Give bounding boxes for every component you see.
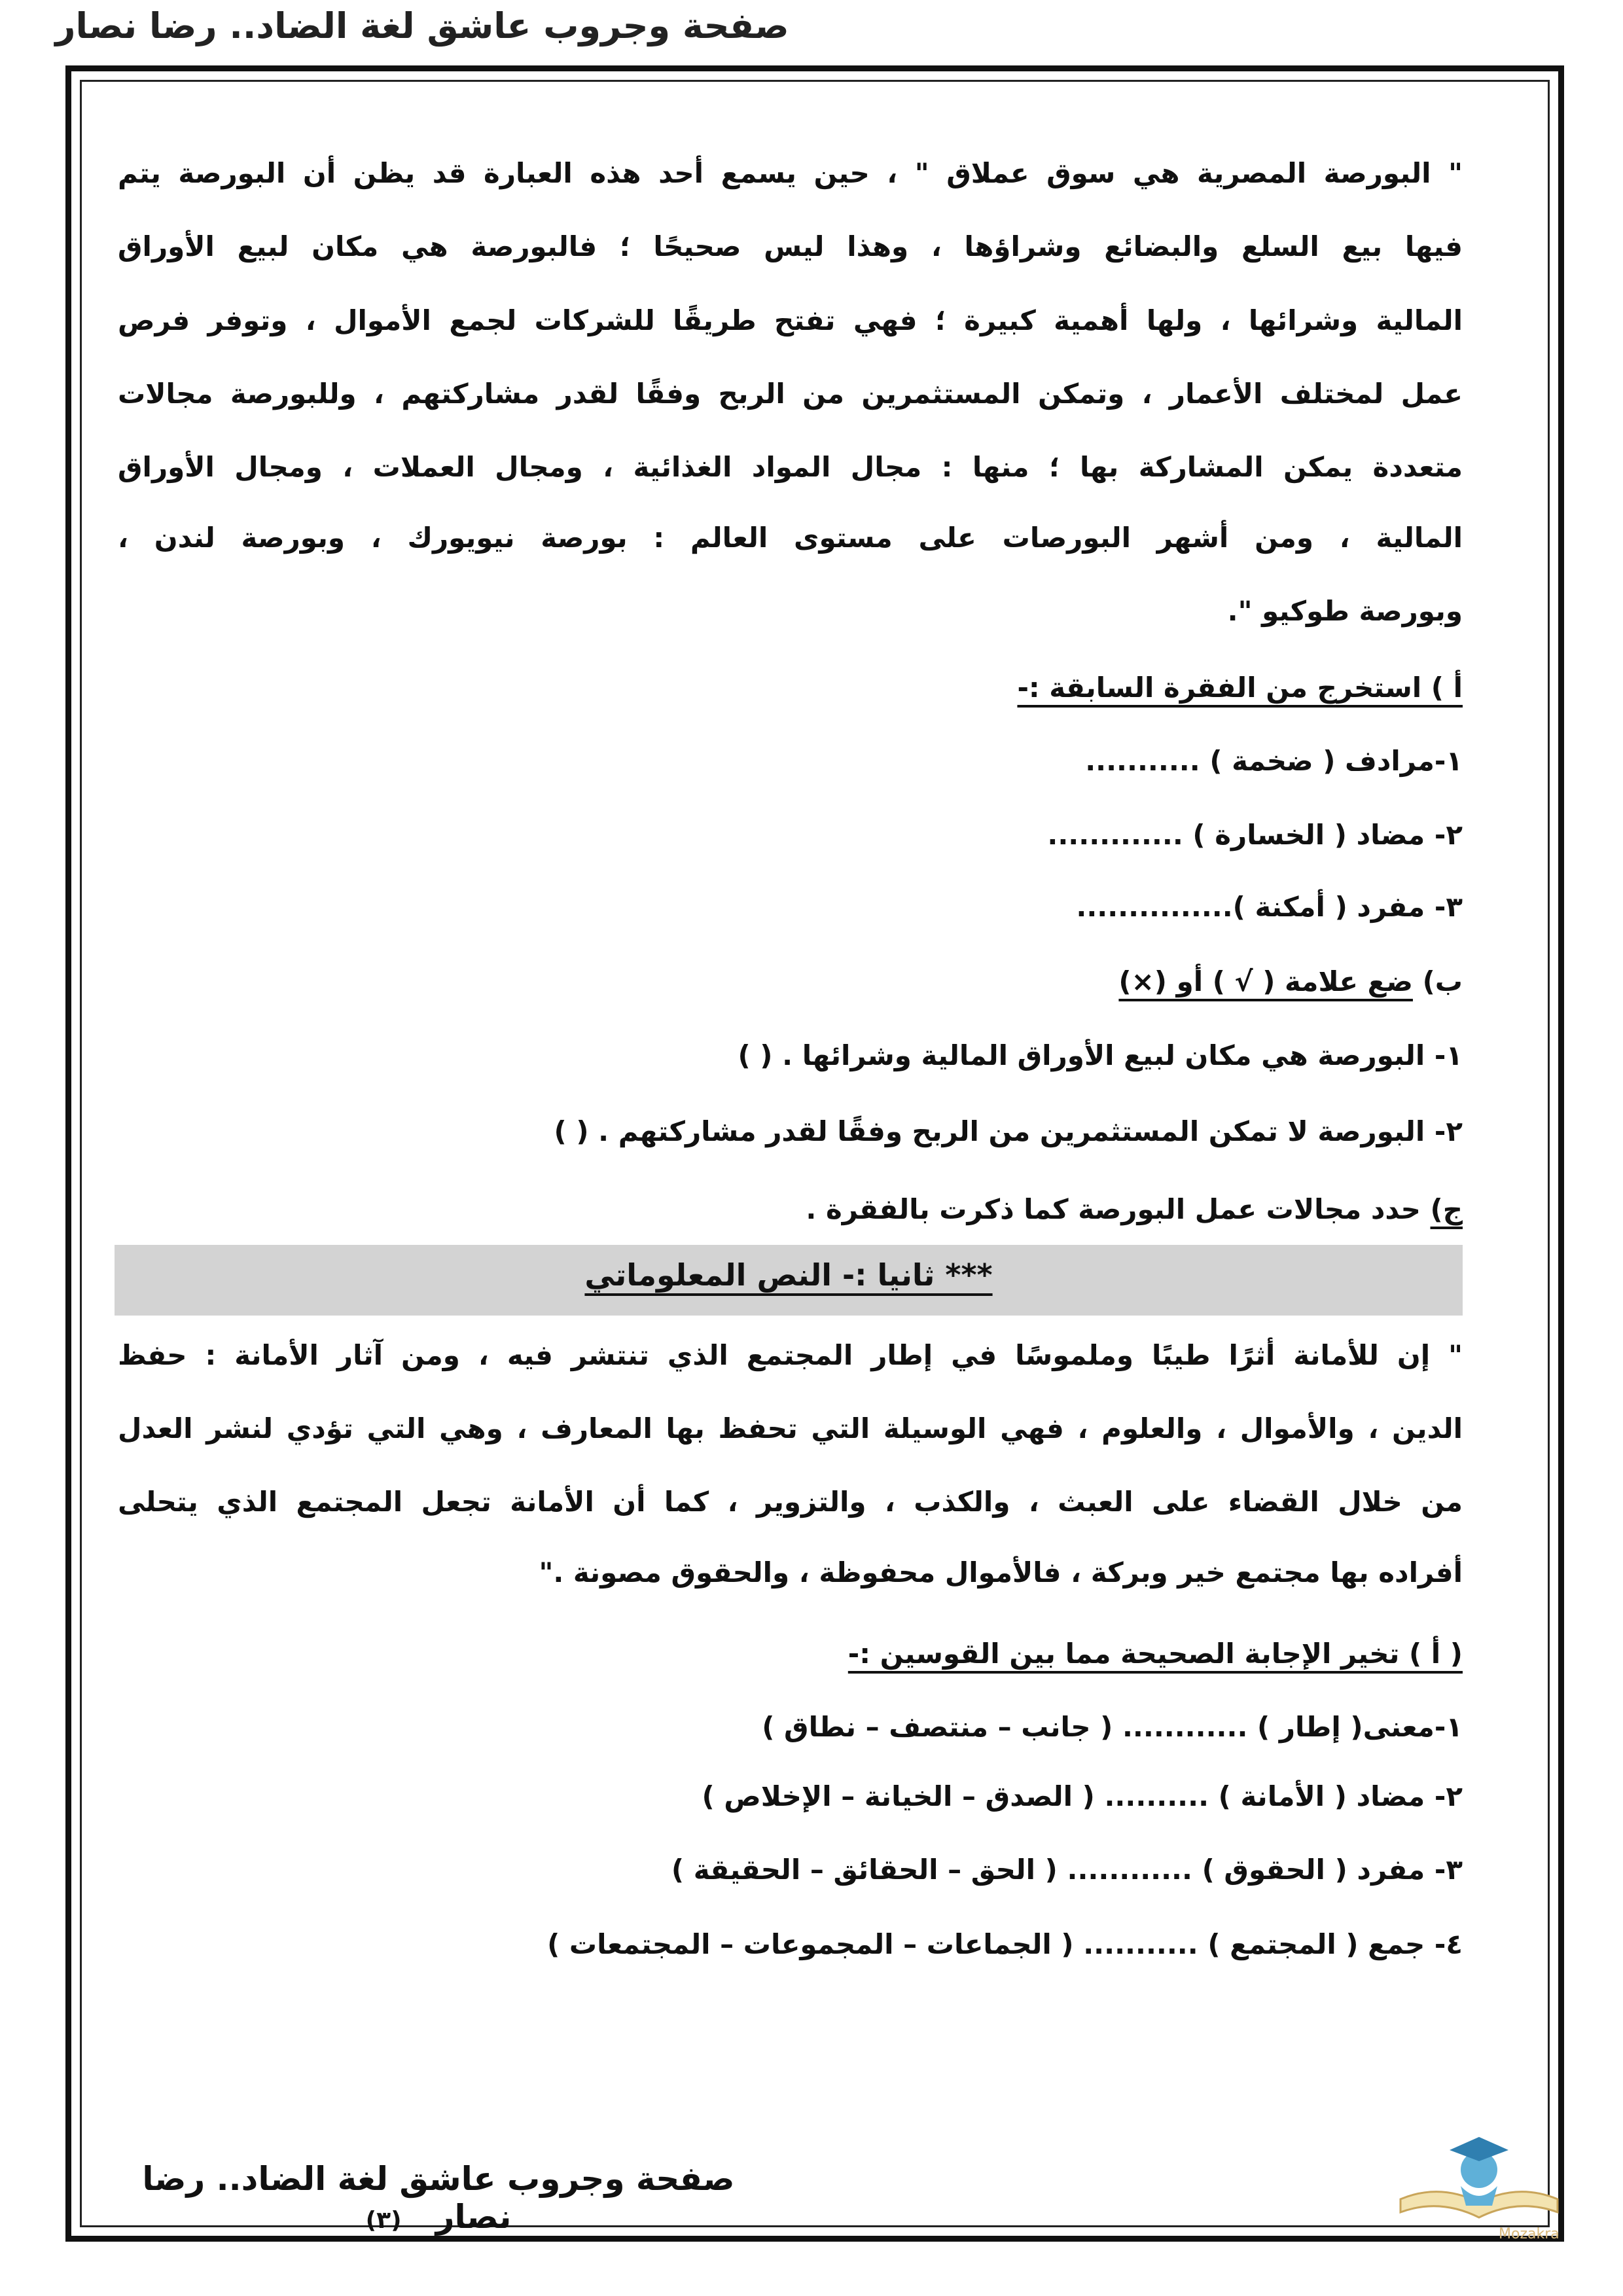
page-header-title: صفحة وجروب عاشق لغة الضاد.. رضا نصار xyxy=(55,5,789,46)
passage-line: المالية وشرائها ، ولها أهمية كبيرة ؛ فهي تفتح طريقًا للشركات لجمع الأموال ، وتوفر فرص xyxy=(118,304,1463,336)
question-b-title xyxy=(118,959,1463,1005)
question-c-prefix: ج) xyxy=(1430,1193,1463,1225)
question-c xyxy=(118,1187,1463,1232)
question-item: ٢- مضاد ( الخسارة ) ............. xyxy=(1047,819,1463,851)
section-2-title-text: *** ثانيا :- النص المعلوماتي xyxy=(584,1257,993,1293)
question-item: ٢- البورصة لا تمكن المستثمرين من الربح وفقًا لقدر مشاركتهم . ( ) xyxy=(554,1115,1463,1147)
passage-line: " البورصة المصرية هي سوق عملاق " ، حين يسمع أحد هذه العبارة قد يظن أن البورصة يتم xyxy=(118,157,1463,189)
passage-line: فيها بيع السلع والبضائع وشراؤها ، وهذا ليس صحيحًا ؛ فالبورصة هي مكان لبيع الأوراق xyxy=(118,230,1463,262)
passage-line: " إن للأمانة أثرًا طيبًا وملموسًا في إطار المجتمع الذي تنتشر فيه ، ومن آثار الأمانة : حفظ xyxy=(118,1339,1463,1371)
question-item: ١-معنى( إطار ) ............ ( جانب – منتصف – نطاق ) xyxy=(762,1711,1463,1743)
question-item: ٢- مضاد ( الأمانة ) .......... ( الصدق – الخيانة – الإخلاص ) xyxy=(702,1780,1463,1812)
question-item: ٤- جمع ( المجتمع ) ........... ( الجماعات – المجموعات – المجتمعات ) xyxy=(547,1928,1463,1960)
question-b-label: ضع علامة ( √ ) أو (×) xyxy=(1118,965,1413,997)
question-b-prefix: ب) xyxy=(1422,965,1463,997)
passage-line: متعددة يمكن المشاركة بها ؛ منها : مجال المواد الغذائية ، ومجال العملات ، ومجال الأوراق xyxy=(118,451,1463,483)
question-2a-title: ( أ ) تخير الإجابة الصحيحة مما بين القوسين :- xyxy=(847,1638,1463,1670)
passage-line: أفراده بها مجتمع خير وبركة ، فالأموال محفوظة ، والحقوق مصونة ." xyxy=(539,1556,1463,1588)
page-number: (٣) xyxy=(365,2207,402,2234)
page-footer xyxy=(111,2160,766,2236)
passage-line: المالية ، ومن أشهر البورصات على مستوى العالم : بورصة نيويورك ، وبورصة لندن ، xyxy=(118,522,1463,554)
passage-line: الدين ، والأموال ، والعلوم ، فهي الوسيلة التي تحفظ بها المعارف ، وهي التي تؤدي لنشر العدل xyxy=(118,1412,1463,1444)
section-2-title xyxy=(115,1257,1463,1293)
question-a-title: أ ) استخرج من الفقرة السابقة :- xyxy=(1017,672,1463,704)
passage-line: عمل لمختلف الأعمار ، وتمكن المستثمرين من الربح وفقًا لقدر مشاركتهم ، وللبورصة مجالات xyxy=(118,378,1463,410)
passage-line: وبورصة طوكيو ". xyxy=(1227,595,1463,627)
footer-text: صفحة وجروب عاشق لغة الضاد.. رضا نصار xyxy=(142,2160,735,2236)
question-item: ١-مرادف ( ضخمة ) ........... xyxy=(1085,745,1463,777)
question-item: ٣- مفرد ( أمكنة )............... xyxy=(1076,891,1463,923)
watermark-logo xyxy=(1387,2121,1571,2245)
question-item: ١- البورصة هي مكان لبيع الأوراق المالية وشرائها . ( ) xyxy=(738,1039,1463,1071)
question-item: ٣- مفرد ( الحقوق ) ............ ( الحق – الحقائق – الحقيقة ) xyxy=(671,1854,1463,1886)
question-c-text: حدد مجالات عمل البورصة كما ذكرت بالفقرة . xyxy=(806,1193,1421,1225)
graduation-book-icon xyxy=(1387,2121,1571,2245)
passage-line: من خلال القضاء على العبث ، والكذب ، والتزوير ، كما أن الأمانة تجعل المجتمع الذي يتحلى xyxy=(118,1486,1463,1518)
svg-text:Mozakra: Mozakra xyxy=(1499,2226,1560,2242)
